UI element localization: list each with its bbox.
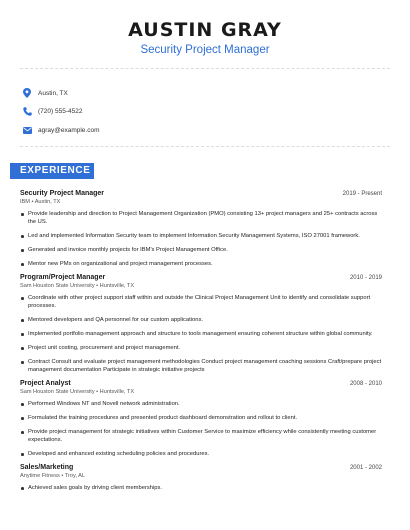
bullet-item: Coordinate with other project support staff within and outside the Clinical Project Management Unit to identify and consolidate support processes. xyxy=(20,294,382,310)
bullet-item: Project unit costing, procurement and project management. xyxy=(20,344,382,352)
contact-block xyxy=(22,84,100,140)
bullet-item: Formulated the training procedures and presented product dashboard demonstration and rollout to client. xyxy=(20,414,382,422)
job-title: Security Project Manager xyxy=(20,190,105,197)
contact-phone xyxy=(22,103,100,121)
bullet-item: Mentor new PMs on organizational and project management processes. xyxy=(20,260,382,268)
job-bullets xyxy=(20,210,382,268)
job-bullets xyxy=(20,294,382,374)
email-text[interactable]: agray@example.com xyxy=(38,126,100,134)
phone-text[interactable]: (720) 555-4522 xyxy=(38,108,83,115)
resume-header xyxy=(0,0,410,57)
bullet-item: Contract Consult and evaluate project management methodologies Conduct project management coaching sessions Craft/prepare project management documentation Participate in strategic initiative projects xyxy=(20,358,382,374)
job-title: Sales/Marketing xyxy=(20,464,74,471)
contact-divider xyxy=(20,146,390,147)
job-organization: Sam Houston State University • Huntsville, TX xyxy=(20,283,135,289)
mail-icon xyxy=(22,125,32,135)
job-title: Project Analyst xyxy=(20,380,71,387)
header-divider xyxy=(20,68,390,69)
job-dates: 2008 - 2010 xyxy=(349,381,382,387)
job-organization: IBM • Austin, TX xyxy=(20,199,61,205)
job-title: Program/Project Manager xyxy=(20,274,106,281)
bullet-item: Achieved sales goals by driving client memberships. xyxy=(20,484,382,492)
job-entry xyxy=(20,274,382,374)
contact-email xyxy=(22,121,100,139)
bullet-item: Generated and invoice monthly projects for IBM's Project Management Office. xyxy=(20,246,382,254)
bullet-item: Performed Windows NT and Novell network administration. xyxy=(20,400,382,408)
map-pin-icon xyxy=(22,88,32,98)
bullet-item: Provide leadership and direction to Project Management Organization (PMO) consisting 13+ project managers and 25+ contracts across the US. xyxy=(20,210,382,226)
bullet-item: Developed and enhanced existing scheduling policies and procedures. xyxy=(20,450,382,458)
job-bullets xyxy=(20,484,382,492)
section-heading-experience: EXPERIENCE xyxy=(10,163,94,179)
bullet-item: Mentored developers and QA personnel for our custom applications. xyxy=(20,316,382,324)
candidate-title: Security Project Manager xyxy=(140,44,270,56)
candidate-name: AUSTIN GRAY xyxy=(128,19,282,41)
contact-location xyxy=(22,84,100,102)
job-dates: 2001 - 2002 xyxy=(349,465,382,471)
job-entry xyxy=(20,190,382,268)
job-dates: 2010 - 2019 xyxy=(349,275,382,281)
job-bullets xyxy=(20,400,382,458)
job-entry xyxy=(20,380,382,458)
bullet-item: Implemented portfolio management approach and structure to tools management ensuring coherent structure within global community. xyxy=(20,330,382,338)
job-organization: Sam Houston State University • Huntsville, TX xyxy=(20,389,135,395)
bullet-item: Led and implemented Information Security team to implement Information Security Management Systems, ISO 27001 framework. xyxy=(20,232,382,240)
experience-list xyxy=(20,190,382,498)
job-dates: 2019 - Present xyxy=(342,191,382,197)
job-entry xyxy=(20,464,382,492)
phone-icon xyxy=(22,107,32,117)
job-organization: Anytime Fitness • Troy, AL xyxy=(20,473,85,479)
bullet-item: Provide project management for strategic initiatives within Customer Service to maximize efficiency while consistently meeting customer expectations. xyxy=(20,428,382,444)
location-text: Austin, TX xyxy=(38,89,68,97)
